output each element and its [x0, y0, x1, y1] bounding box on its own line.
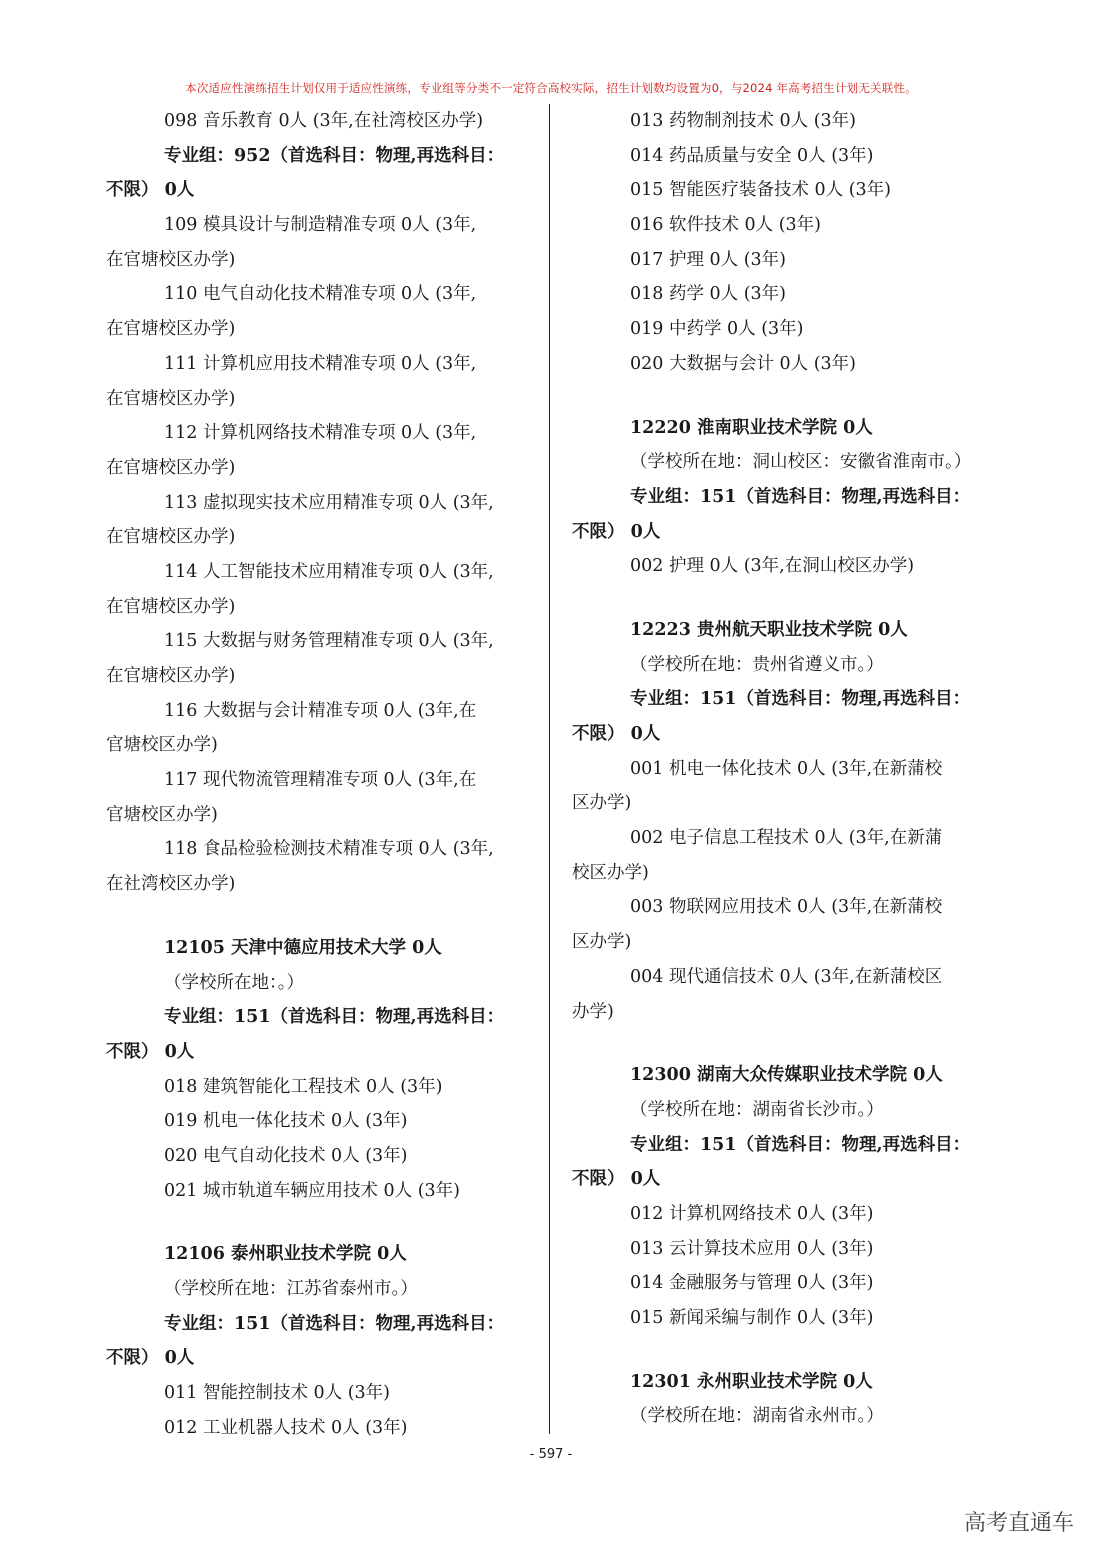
school-heading: 12223 贵州航天职业技术学院 0人 — [630, 619, 908, 640]
entry-line: 110 电气自动化技术精准专项 0人 (3年, — [164, 284, 477, 305]
entry-continuation: 官塘校区办学) — [106, 735, 218, 756]
school-heading: 12220 淮南职业技术学院 0人 — [630, 417, 873, 438]
entry-continuation: 在官塘校区办学) — [106, 596, 236, 617]
entry-line: 014 金融服务与管理 0人 (3年) — [630, 1273, 874, 1294]
entry-continuation: 办学) — [572, 1001, 614, 1022]
group-heading: 专业组：151（首选科目：物理,再选科目： — [164, 1313, 505, 1334]
entry-line: 098 音乐教育 0人 (3年,在社湾校区办学) — [164, 111, 484, 131]
entry-line: 109 模具设计与制造精准专项 0人 (3年, — [164, 215, 477, 236]
entry-line: 015 新闻采编与制作 0人 (3年) — [630, 1308, 874, 1328]
spacer — [106, 1208, 546, 1237]
entry-line: 114 人工智能技术应用精准专项 0人 (3年, — [164, 561, 494, 582]
right-column — [572, 104, 1012, 1434]
school-heading: 12105 天津中德应用技术大学 0人 — [164, 937, 442, 958]
group-heading: 专业组：151（首选科目：物理,再选科目： — [164, 1007, 505, 1028]
entry-line: 018 建筑智能化工程技术 0人 (3年) — [164, 1076, 443, 1097]
group-heading-continuation: 不限） 0人 — [572, 724, 661, 744]
entry-line: （学校所在地：贵州省遵义市。） — [630, 654, 884, 675]
entry-continuation: 区办学) — [572, 793, 632, 814]
entry-line: 016 软件技术 0人 (3年) — [630, 215, 822, 236]
group-heading: 专业组：151（首选科目：物理,再选科目： — [630, 1134, 971, 1155]
header-notice: 本次适应性演练招生计划仅用于适应性演练，专业组等分类不一定符合高校实际，招生计划数均设置为0，与2024 年高考招生计划无关联性。 — [185, 81, 917, 95]
entry-line: （学校所在地：江苏省泰州市。） — [164, 1279, 418, 1299]
entry-line: 116 大数据与会计精准专项 0人 (3年,在 — [164, 700, 477, 721]
group-heading-continuation: 不限） 0人 — [572, 1169, 661, 1190]
entry-continuation: 在官塘校区办学) — [106, 666, 236, 686]
entry-line: 113 虚拟现实技术应用精准专项 0人 (3年, — [164, 492, 494, 513]
entry-line: 001 机电一体化技术 0人 (3年,在新蒲校 — [630, 758, 943, 779]
group-heading-continuation: 不限） 0人 — [106, 1041, 195, 1062]
entry-continuation: 在社湾校区办学) — [106, 874, 236, 895]
entry-line: 020 大数据与会计 0人 (3年) — [630, 353, 857, 374]
entry-line: 111 计算机应用技术精准专项 0人 (3年, — [164, 353, 477, 374]
spacer — [572, 382, 1012, 411]
entry-line: 015 智能医疗装备技术 0人 (3年) — [630, 180, 892, 201]
entry-continuation: 区办学) — [572, 932, 632, 953]
left-column — [106, 104, 546, 1445]
entry-line: 020 电气自动化技术 0人 (3年) — [164, 1145, 408, 1166]
entry-line: （学校所在地：湖南省永州市。） — [630, 1406, 884, 1427]
entry-continuation: 在官塘校区办学) — [106, 249, 236, 270]
entry-line: 019 中药学 0人 (3年) — [630, 319, 804, 340]
entry-continuation: 官塘校区办学) — [106, 804, 218, 825]
entry-line: 115 大数据与财务管理精准专项 0人 (3年, — [164, 631, 494, 652]
entry-line: 018 药学 0人 (3年) — [630, 284, 787, 305]
page-number: - 597 - — [529, 1447, 573, 1462]
entry-line: （学校所在地：。） — [164, 972, 304, 993]
group-heading: 专业组：151（首选科目：物理,再选科目： — [630, 486, 971, 507]
entry-line: 011 智能控制技术 0人 (3年) — [164, 1383, 391, 1404]
entry-continuation: 在官塘校区办学) — [106, 388, 236, 409]
entry-continuation: 在官塘校区办学) — [106, 319, 236, 340]
group-heading: 专业组：151（首选科目：物理,再选科目： — [630, 689, 971, 710]
spacer — [572, 1029, 1012, 1058]
school-heading: 12300 湖南大众传媒职业技术学院 0人 — [630, 1065, 943, 1086]
entry-line: 021 城市轨道车辆应用技术 0人 (3年) — [164, 1180, 461, 1201]
entry-line: 013 云计算技术应用 0人 (3年) — [630, 1238, 874, 1259]
entry-line: 004 现代通信技术 0人 (3年,在新蒲校区 — [630, 966, 943, 987]
entry-line: 118 食品检验检测技术精准专项 0人 (3年, — [164, 839, 494, 860]
watermark: 高考直通车 — [963, 1511, 1074, 1536]
entry-line: 013 药物制剂技术 0人 (3年) — [630, 111, 857, 131]
entry-line: 019 机电一体化技术 0人 (3年) — [164, 1111, 408, 1132]
spacer — [106, 902, 546, 931]
group-heading-continuation: 不限） 0人 — [106, 1348, 195, 1369]
entry-line: 014 药品质量与安全 0人 (3年) — [630, 145, 874, 166]
school-heading: 12106 泰州职业技术学院 0人 — [164, 1244, 407, 1265]
group-heading-continuation: 不限） 0人 — [106, 180, 195, 201]
entry-line: （学校所在地：湖南省长沙市。） — [630, 1099, 884, 1120]
spacer — [572, 1336, 1012, 1365]
column-divider — [549, 104, 550, 1434]
school-heading: 12301 永州职业技术学院 0人 — [630, 1371, 873, 1392]
entry-line: 012 工业机器人技术 0人 (3年) — [164, 1417, 408, 1438]
entry-line: 002 电子信息工程技术 0人 (3年,在新蒲 — [630, 828, 943, 849]
entry-line: 012 计算机网络技术 0人 (3年) — [630, 1203, 874, 1224]
entry-continuation: 校区办学) — [572, 862, 649, 883]
entry-line: 112 计算机网络技术精准专项 0人 (3年, — [164, 423, 477, 444]
entry-line: 002 护理 0人 (3年,在洞山校区办学) — [630, 556, 915, 577]
entry-continuation: 在官塘校区办学) — [106, 457, 236, 478]
entry-line: （学校所在地：洞山校区：安徽省淮南市。） — [630, 452, 972, 473]
spacer — [572, 584, 1012, 613]
entry-line: 003 物联网应用技术 0人 (3年,在新蒲校 — [630, 897, 943, 918]
entry-line: 117 现代物流管理精准专项 0人 (3年,在 — [164, 770, 477, 791]
group-heading: 专业组：952（首选科目：物理,再选科目： — [164, 145, 505, 166]
group-heading-continuation: 不限） 0人 — [572, 521, 661, 542]
entry-continuation: 在官塘校区办学) — [106, 527, 236, 548]
entry-line: 017 护理 0人 (3年) — [630, 249, 787, 270]
